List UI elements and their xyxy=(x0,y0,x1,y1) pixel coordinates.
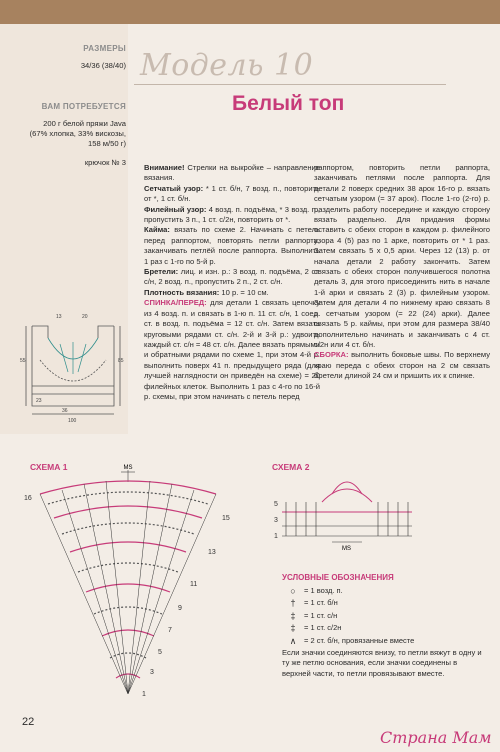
scheme-2-row-5: 5 xyxy=(274,501,278,508)
scheme-2-row-3: 3 xyxy=(274,517,278,524)
garment-pattern-diagram xyxy=(18,302,130,426)
page-number: 22 xyxy=(22,716,35,728)
legend-item xyxy=(282,610,414,623)
scheme-2-chart xyxy=(272,472,422,552)
back-front-text: для детали 1 связать цепочку из 4 возд. п. и связать в 1-ю п. 11 ст. с/н, 1 соед. ст. в возд. п. подъёма = 12 ст. с/н. Затем вязать круговыми рядами ст. с/н. 2-й и 3-й р.: удвоить каждый ст. с/н = 48 ст. с/н. Далее вязать прямыми и обратными рядами по схеме 1, при этом 4-й р. выполнить поверх 41 п. предыдущего ряда (для лучшей наглядности он приведён на схеме) = 20 филейных клеток. Выполнить 1 раз с 4-го по 16-й р. схемы, при этом начинать с петель перед xyxy=(144,298,320,401)
straps-label: Бретели: xyxy=(144,267,179,277)
chain-stitch-icon: ○ xyxy=(290,585,296,596)
scheme-1-row-11: 11 xyxy=(190,581,198,588)
scheme-1-row-5: 5 xyxy=(158,649,162,656)
legend-heading: УСЛОВНЫЕ ОБОЗНАЧЕНИЯ xyxy=(282,573,394,582)
pattern-num-7: 23 xyxy=(36,398,42,404)
legend-item xyxy=(282,585,414,598)
materials-heading: ВАМ ПОТРЕБУЕТСЯ xyxy=(41,102,126,111)
watermark: Страна Мам xyxy=(380,728,492,747)
yarn-line-3: 158 м/50 г) xyxy=(88,139,126,148)
straps-text: лиц. и изн. р.: 3 возд. п. подъёма, 2 ст. с/н, 2 возд. п., пропустить 2 п., 2 ст. с/н. xyxy=(144,267,320,287)
legend-item xyxy=(282,635,414,648)
pattern-num-6: 100 xyxy=(68,418,77,424)
legend-text: = 1 возд. п. xyxy=(304,585,343,595)
top-color-bar xyxy=(0,0,500,24)
scheme-1-row-16: 16 xyxy=(24,495,32,502)
single-crochet-icon: † xyxy=(290,598,296,608)
scheme-1-row-3: 3 xyxy=(150,669,154,676)
scheme-1-row-1: 1 xyxy=(142,691,146,698)
scheme-1-row-9: 9 xyxy=(178,605,182,612)
legend-item xyxy=(282,597,414,610)
assembly-text: выполнить боковые швы. По верхнему краю переда с обеих сторон на 2 см связать бретели длиной 24 см и пришить их к спинке. xyxy=(314,350,490,381)
pattern-num-5: 85 xyxy=(118,358,124,364)
edge-label: Кайма: xyxy=(144,225,170,235)
legend-note: Если значки соединяются внизу, то петли вяжут в одну и ту же петлю основания, если значки соединены в верхней части, то петли провязывают вместе. xyxy=(282,648,482,678)
warning-text: Стрелки на выкройке – направление вязания. xyxy=(144,163,320,183)
mesh-text: * 1 ст. б/н, 7 возд. п., повторить от *, 1 ст. б/н. xyxy=(144,183,320,204)
model-number: Модель 10 xyxy=(140,48,314,83)
pattern-num-2: 20 xyxy=(82,314,88,320)
scheme-2-row-1: 1 xyxy=(274,533,278,540)
filet-text: 4 возд. п. подъёма, * 3 возд. п., пропустить 3 п., 1 ст. с/2н, повторить от *. xyxy=(144,204,320,225)
scheme-1-row-7: 7 xyxy=(168,627,172,634)
treble-crochet-icon: ‡ xyxy=(290,623,296,633)
assembly-heading: СБОРКА: xyxy=(314,350,349,360)
legend xyxy=(282,572,414,647)
double-crochet-icon: ‡ xyxy=(290,610,296,621)
title-divider xyxy=(134,84,446,85)
text-column-1 xyxy=(144,163,320,402)
scheme-1-row-15: 15 xyxy=(222,515,230,522)
gauge-label: Плотность вязания: xyxy=(144,287,220,297)
scheme-2-label: СХЕМА 2 xyxy=(272,462,310,472)
edge-text: вязать по схеме 2. Начинать с петель перед раппортом, повторять петли раппорта, заканчивать петлёй после раппорта. Выполнить 1 раз с 1-го по 5-й р. xyxy=(144,225,320,266)
legend-text: = 1 ст. с/н xyxy=(304,610,338,620)
legend-item xyxy=(282,622,414,635)
scheme-1-label: СХЕМА 1 xyxy=(30,462,68,472)
instructions-continued: раппортом, повторить петли раппорта, заканчивать петлями после раппорта. Для детали 2 поверх средних 38 арок 16-го р. вязать сетчатым узором (= 37 арок). После 1-го (2-го) р. разделить работу посередине и каждую сторону вязать раздельно. Для придания формы оставить с обеих сторон в каждом р. филейного узора 4 (5) раз по 1 арке, повторить от * 1 раз. Затем связать 5 х 0,5 арки. Через 12 (13) р. от начала детали 2 работу закончить. Затем связать с обеих сторон получившегося полотна деталь 3, для этого присоединить нить в начале 1-й арки и связать 2 (3) р. филейным узором. Затем для детали 4 по нижнему краю связать 8 р. сетчатым узором (= 22 (24) арки). Далее связать 5 р. каймы, при этом для размера 38/40 дополнительно начинать и заканчивать с 4 ст. с/2н или 4 ст. б/н. xyxy=(314,163,490,349)
scheme-1-row-13: 13 xyxy=(208,549,216,556)
sizes-value: 34/36 (38/40) xyxy=(80,61,126,70)
yarn-line-2: (67% хлопка, 33% вискозы, xyxy=(29,129,126,138)
filet-label: Филейный узор: xyxy=(144,204,207,214)
mesh-label: Сетчатый узор: xyxy=(144,183,204,193)
legend-text: = 1 ст. б/н xyxy=(304,598,338,607)
scheme-1-ms: MS xyxy=(123,465,133,471)
legend-text: = 2 ст. б/н, провязанные вместе xyxy=(304,635,415,645)
sizes-heading: РАЗМЕРЫ xyxy=(83,44,126,53)
scheme-2-ms: MS xyxy=(342,546,351,552)
yarn-line-1: 200 г белой пряжи Java xyxy=(43,119,126,128)
back-front-heading: СПИНКА/ПЕРЕД: xyxy=(144,298,207,308)
scheme-1-chart xyxy=(18,464,240,708)
gauge-text: 10 р. = 10 см. xyxy=(219,287,269,297)
page-title: Белый топ xyxy=(232,92,345,115)
pattern-num-3: 36 xyxy=(62,408,68,414)
pattern-num-4: 55 xyxy=(20,358,26,364)
decrease-icon: ∧ xyxy=(289,635,297,646)
hook-size: крючок № 3 xyxy=(84,158,126,167)
warning-label: Внимание! xyxy=(144,163,185,172)
text-column-2 xyxy=(314,163,490,382)
legend-text: = 1 ст. с/2н xyxy=(304,623,342,632)
pattern-num-1: 13 xyxy=(56,314,62,320)
